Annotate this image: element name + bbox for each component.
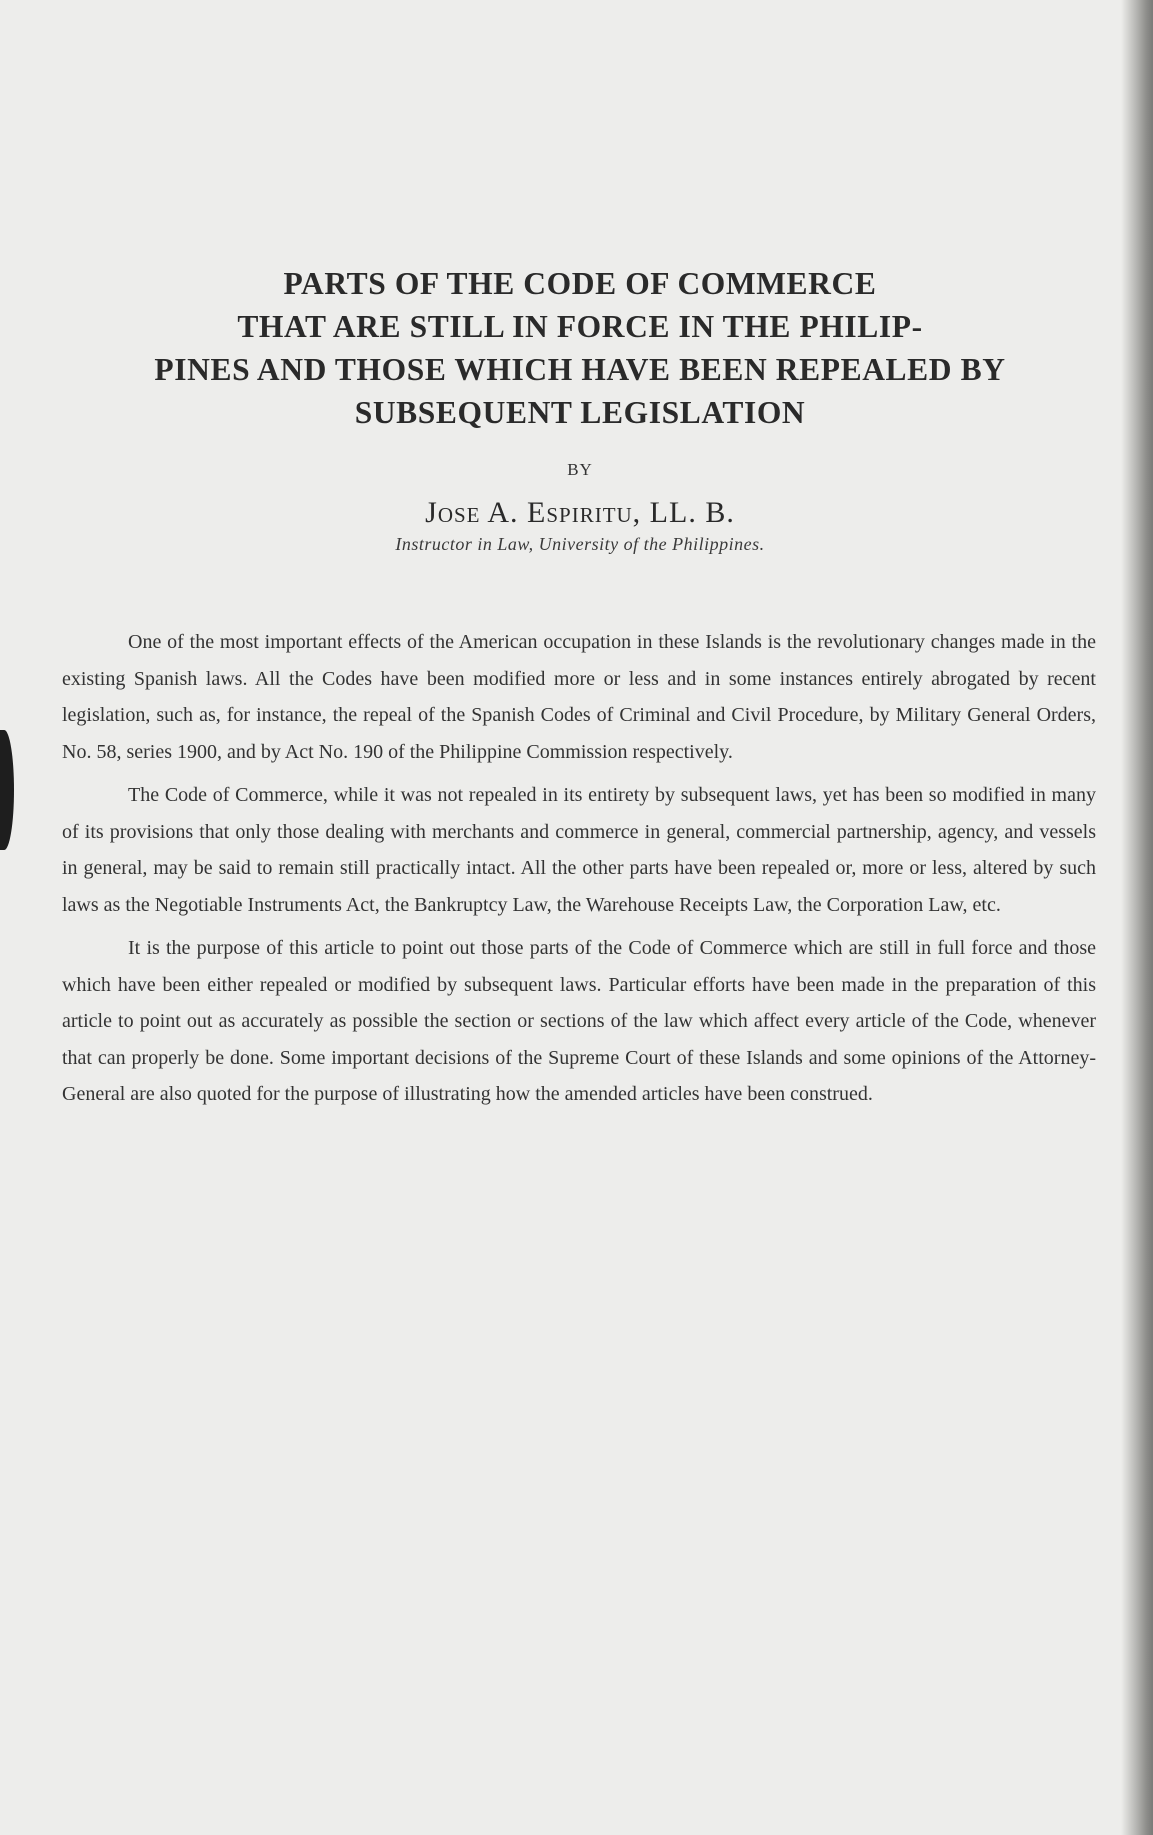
page-edge-mark [0,730,14,850]
byline-by: BY [567,460,593,479]
author-affiliation: Instructor in Law, University of the Philippines. [395,534,765,554]
article-title-line-1: PARTS OF THE CODE OF COMMERCE [283,266,877,301]
paragraph-3: It is the purpose of this article to point out those parts of the Code of Commerce which are still in full force and those which have been either repealed or modified by subsequent laws. Particular efforts have been made in the preparation of this article to point out as accurately as possible the section or sections of the law which affect every article of the Code, whenever that can properly be done. Some important decisions of the Supreme Court of these Islands and some opinions of the Attorney-General are also quoted for the purpose of illustrating how the amended articles have been construed. [62,937,1096,1105]
article-title-line-4: SUBSEQUENT LEGISLATION [354,395,806,430]
author-name: Jose A. Espiritu, LL. B. [425,496,735,529]
paragraph-1: One of the most important effects of the American occupation in these Islands is the revolutionary changes made in the existing Spanish laws. All the Codes have been modified more or less and in some instances entirely abrogated by recent legislation, such as, for instance, the repeal of the Spanish Codes of Criminal and Civil Procedure, by Military General Orders, No. 58, series 1900, and by Act No. 190 of the Philippine Commission respectively. [62,631,1096,763]
article-header [60,262,1100,555]
paragraph-2: The Code of Commerce, while it was not repealed in its entirety by subsequent laws, yet has been so modified in many of its provisions that only those dealing with merchants and commerce in general, commercial partnership, agency, and vessels in general, may be said to remain still practically intact. All the other parts have been repealed or, more or less, altered by such laws as the Negotiable Instruments Act, the Bankruptcy Law, the Warehouse Receipts Law, the Corporation Law, etc. [62,784,1096,916]
article-body [62,624,1096,1120]
article-title-line-3: PINES AND THOSE WHICH HAVE BEEN REPEALED BY [154,352,1006,387]
binding-shadow [1121,0,1153,1835]
article-title-line-2: THAT ARE STILL IN FORCE IN THE PHILIP- [237,309,923,344]
